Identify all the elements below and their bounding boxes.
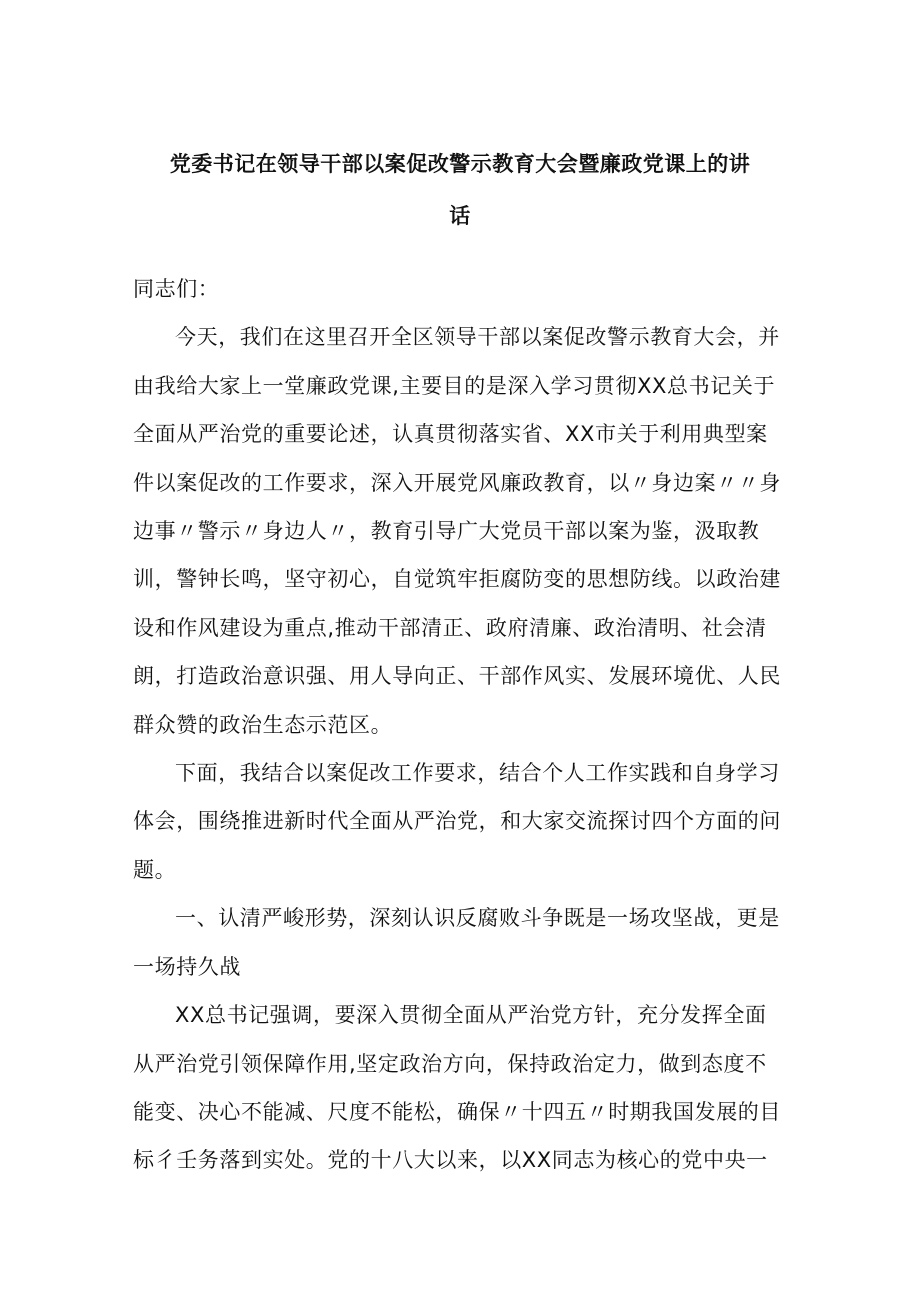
salutation: 同志们：	[133, 277, 220, 301]
document-title-line-2: 话	[449, 204, 471, 228]
paragraph-opening: 今天，我们在这里召开全区领导干部以案促改警示教育大会，并由我给大家上一堂廉政党课,主要目的是深入学习贯彻XX总书记关于全面从严治党的重要论述，认真贯彻落实省、XX市关于利用典型案件以案促改的工作要求，深入开展党风廉政教育，以〃身边案〃〃身边事〃警示〃身边人〃，教育引导广大党员干部以案为鉴，汲取教训，警钟长鸣，坚守初心，自觉筑牢拒腐防变的思想防线。以政治建设和作风建设为重点,推动干部清正、政府清廉、政治清明、社会清朗，打造政治意识强、用人导向正、干部作风实、发展环境优、人民群众赞的政治生态示范区。	[133, 325, 781, 737]
section-1-paragraph: XX总书记强调，要深入贯彻全面从严治党方针，充分发挥全面从严治党引领保障作用,坚定政治方向，保持政治定力，做到态度不能变、决心不能减、尺度不能松，确保〃十四五〃时期我国发展的目标彳壬务落到实处。党的十八大以来，以XX同志为核心的党中央一	[133, 1003, 781, 1173]
document-body	[133, 265, 783, 1185]
document-title-line-1: 党委书记在领导干部以案促改警示教育大会暨廉政党课上的讲	[169, 152, 751, 176]
paragraph-outline: 下面，我结合以案促改工作要求，结合个人工作实践和自身学习体会，围绕推进新时代全面从严治党，和大家交流探讨四个方面的问题。	[133, 761, 781, 882]
section-heading-1: 一、认清严峻形势，深刻认识反腐败斗争既是一场攻坚战，更是一场持久战	[133, 906, 780, 979]
